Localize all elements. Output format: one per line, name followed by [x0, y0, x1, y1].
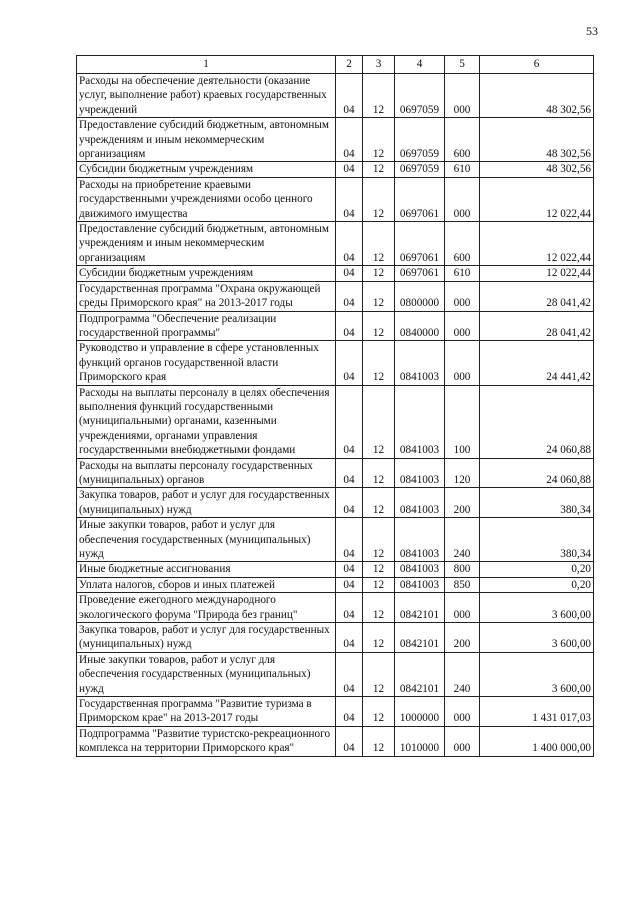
row-section-cell: 04	[336, 118, 363, 162]
row-expense-type-cell: 000	[445, 593, 480, 623]
row-subsection-cell: 12	[363, 726, 395, 756]
header-cell-sum: 6	[480, 56, 594, 74]
row-section-cell: 04	[336, 74, 363, 118]
row-name-cell: Закупка товаров, работ и услуг для государственных (муниципальных) нужд	[77, 488, 336, 518]
table-row	[77, 266, 594, 281]
table-row	[77, 458, 594, 488]
row-expense-type-cell: 100	[445, 385, 480, 458]
row-subsection-cell: 12	[363, 385, 395, 458]
row-target-article-cell: 1010000	[395, 726, 445, 756]
row-name-cell: Иные закупки товаров, работ и услуг для обеспечения государственных (муниципальных) нужд	[77, 652, 336, 696]
row-name-cell: Расходы на выплаты персоналу в целях обеспечения выполнения функций государственными (муниципальными) органами, казенными учреждениями, органами управления государственными внебюджетными фондами	[77, 385, 336, 458]
row-target-article-cell: 0841003	[395, 562, 445, 577]
row-amount-cell: 0,20	[480, 562, 594, 577]
table-row	[77, 697, 594, 727]
table-row	[77, 177, 594, 221]
row-section-cell: 04	[336, 311, 363, 341]
row-expense-type-cell: 200	[445, 623, 480, 653]
row-amount-cell: 24 060,88	[480, 458, 594, 488]
row-target-article-cell: 0697061	[395, 177, 445, 221]
table-row	[77, 577, 594, 592]
row-target-article-cell: 0697059	[395, 162, 445, 177]
row-expense-type-cell: 610	[445, 162, 480, 177]
row-amount-cell: 3 600,00	[480, 623, 594, 653]
row-name-cell: Иные бюджетные ассигнования	[77, 562, 336, 577]
row-target-article-cell: 0841003	[395, 341, 445, 385]
table-row	[77, 726, 594, 756]
row-section-cell: 04	[336, 562, 363, 577]
row-amount-cell: 24 441,42	[480, 341, 594, 385]
row-subsection-cell: 12	[363, 562, 395, 577]
header-cell-vr: 5	[445, 56, 480, 74]
row-section-cell: 04	[336, 177, 363, 221]
row-target-article-cell: 1000000	[395, 697, 445, 727]
row-amount-cell: 0,20	[480, 577, 594, 592]
row-expense-type-cell: 600	[445, 222, 480, 266]
table-row	[77, 341, 594, 385]
table-row	[77, 118, 594, 162]
row-section-cell: 04	[336, 623, 363, 653]
row-section-cell: 04	[336, 162, 363, 177]
row-amount-cell: 1 400 000,00	[480, 726, 594, 756]
row-section-cell: 04	[336, 222, 363, 266]
row-amount-cell: 24 060,88	[480, 385, 594, 458]
header-cell-name: 1	[77, 56, 336, 74]
row-section-cell: 04	[336, 518, 363, 562]
table-row	[77, 222, 594, 266]
row-target-article-cell: 0842101	[395, 652, 445, 696]
row-amount-cell: 12 022,44	[480, 222, 594, 266]
row-target-article-cell: 0842101	[395, 623, 445, 653]
row-name-cell: Расходы на обеспечение деятельности (оказание услуг, выполнение работ) краевых государственных учреждений	[77, 74, 336, 118]
row-amount-cell: 380,34	[480, 518, 594, 562]
row-amount-cell: 1 431 017,03	[480, 697, 594, 727]
row-target-article-cell: 0840000	[395, 311, 445, 341]
row-subsection-cell: 12	[363, 458, 395, 488]
row-expense-type-cell: 000	[445, 281, 480, 311]
row-amount-cell: 48 302,56	[480, 118, 594, 162]
row-section-cell: 04	[336, 726, 363, 756]
row-name-cell: Государственная программа "Охрана окружающей среды Приморского края" на 2013-2017 годы	[77, 281, 336, 311]
row-section-cell: 04	[336, 281, 363, 311]
row-name-cell: Уплата налогов, сборов и иных платежей	[77, 577, 336, 592]
row-section-cell: 04	[336, 577, 363, 592]
row-amount-cell: 48 302,56	[480, 162, 594, 177]
row-section-cell: 04	[336, 652, 363, 696]
row-target-article-cell: 0841003	[395, 577, 445, 592]
row-subsection-cell: 12	[363, 222, 395, 266]
table-row	[77, 74, 594, 118]
row-subsection-cell: 12	[363, 623, 395, 653]
row-expense-type-cell: 850	[445, 577, 480, 592]
row-expense-type-cell: 000	[445, 177, 480, 221]
table-row	[77, 162, 594, 177]
row-subsection-cell: 12	[363, 281, 395, 311]
table-row	[77, 488, 594, 518]
row-amount-cell: 3 600,00	[480, 593, 594, 623]
row-name-cell: Иные закупки товаров, работ и услуг для обеспечения государственных (муниципальных) нужд	[77, 518, 336, 562]
budget-table	[76, 55, 594, 757]
row-name-cell: Расходы на выплаты персоналу государственных (муниципальных) органов	[77, 458, 336, 488]
row-expense-type-cell: 000	[445, 74, 480, 118]
header-cell-prz: 3	[363, 56, 395, 74]
table-row	[77, 593, 594, 623]
row-expense-type-cell: 200	[445, 488, 480, 518]
row-subsection-cell: 12	[363, 577, 395, 592]
row-amount-cell: 12 022,44	[480, 266, 594, 281]
row-name-cell: Закупка товаров, работ и услуг для государственных (муниципальных) нужд	[77, 623, 336, 653]
row-expense-type-cell: 120	[445, 458, 480, 488]
table-row	[77, 652, 594, 696]
row-name-cell: Государственная программа "Развитие туризма в Приморском крае" на 2013-2017 годы	[77, 697, 336, 727]
row-amount-cell: 380,34	[480, 488, 594, 518]
row-expense-type-cell: 000	[445, 311, 480, 341]
table-row	[77, 385, 594, 458]
row-target-article-cell: 0697061	[395, 266, 445, 281]
row-expense-type-cell: 610	[445, 266, 480, 281]
row-subsection-cell: 12	[363, 118, 395, 162]
row-subsection-cell: 12	[363, 652, 395, 696]
row-target-article-cell: 0841003	[395, 488, 445, 518]
row-target-article-cell: 0697059	[395, 74, 445, 118]
row-subsection-cell: 12	[363, 266, 395, 281]
row-target-article-cell: 0697059	[395, 118, 445, 162]
row-section-cell: 04	[336, 385, 363, 458]
row-expense-type-cell: 240	[445, 652, 480, 696]
row-target-article-cell: 0697061	[395, 222, 445, 266]
row-section-cell: 04	[336, 266, 363, 281]
row-subsection-cell: 12	[363, 74, 395, 118]
row-section-cell: 04	[336, 697, 363, 727]
row-target-article-cell: 0841003	[395, 458, 445, 488]
table-row	[77, 623, 594, 653]
header-cell-csr: 4	[395, 56, 445, 74]
row-expense-type-cell: 000	[445, 726, 480, 756]
table-body	[77, 74, 594, 757]
row-expense-type-cell: 240	[445, 518, 480, 562]
row-section-cell: 04	[336, 593, 363, 623]
row-target-article-cell: 0842101	[395, 593, 445, 623]
header-row	[77, 56, 594, 74]
row-expense-type-cell: 600	[445, 118, 480, 162]
row-section-cell: 04	[336, 458, 363, 488]
page-number: 53	[586, 24, 598, 38]
row-target-article-cell: 0841003	[395, 518, 445, 562]
row-subsection-cell: 12	[363, 341, 395, 385]
row-name-cell: Предоставление субсидий бюджетным, автономным учреждениям и иным некоммерческим организациям	[77, 222, 336, 266]
row-section-cell: 04	[336, 341, 363, 385]
table-row	[77, 562, 594, 577]
table-row	[77, 518, 594, 562]
row-expense-type-cell: 000	[445, 697, 480, 727]
row-expense-type-cell: 800	[445, 562, 480, 577]
header-cell-rz: 2	[336, 56, 363, 74]
table-row	[77, 281, 594, 311]
row-amount-cell: 48 302,56	[480, 74, 594, 118]
row-amount-cell: 28 041,42	[480, 311, 594, 341]
row-name-cell: Предоставление субсидий бюджетным, автономным учреждениям и иным некоммерческим организациям	[77, 118, 336, 162]
row-name-cell: Субсидии бюджетным учреждениям	[77, 162, 336, 177]
row-subsection-cell: 12	[363, 177, 395, 221]
row-name-cell: Руководство и управление в сфере установленных функций органов государственной власти Приморского края	[77, 341, 336, 385]
row-target-article-cell: 0800000	[395, 281, 445, 311]
row-subsection-cell: 12	[363, 518, 395, 562]
row-subsection-cell: 12	[363, 162, 395, 177]
row-amount-cell: 12 022,44	[480, 177, 594, 221]
row-subsection-cell: 12	[363, 593, 395, 623]
table-row	[77, 311, 594, 341]
row-expense-type-cell: 000	[445, 341, 480, 385]
row-amount-cell: 3 600,00	[480, 652, 594, 696]
row-name-cell: Подпрограмма "Обеспечение реализации государственной программы"	[77, 311, 336, 341]
row-name-cell: Подпрограмма "Развитие туристско-рекреационного комплекса на территории Приморского края"	[77, 726, 336, 756]
row-name-cell: Субсидии бюджетным учреждениям	[77, 266, 336, 281]
row-subsection-cell: 12	[363, 488, 395, 518]
row-subsection-cell: 12	[363, 697, 395, 727]
row-target-article-cell: 0841003	[395, 385, 445, 458]
row-name-cell: Проведение ежегодного международного экологического форума "Природа без границ"	[77, 593, 336, 623]
row-name-cell: Расходы на приобретение краевыми государственными учреждениями особо ценного движимого имущества	[77, 177, 336, 221]
row-amount-cell: 28 041,42	[480, 281, 594, 311]
row-section-cell: 04	[336, 488, 363, 518]
row-subsection-cell: 12	[363, 311, 395, 341]
